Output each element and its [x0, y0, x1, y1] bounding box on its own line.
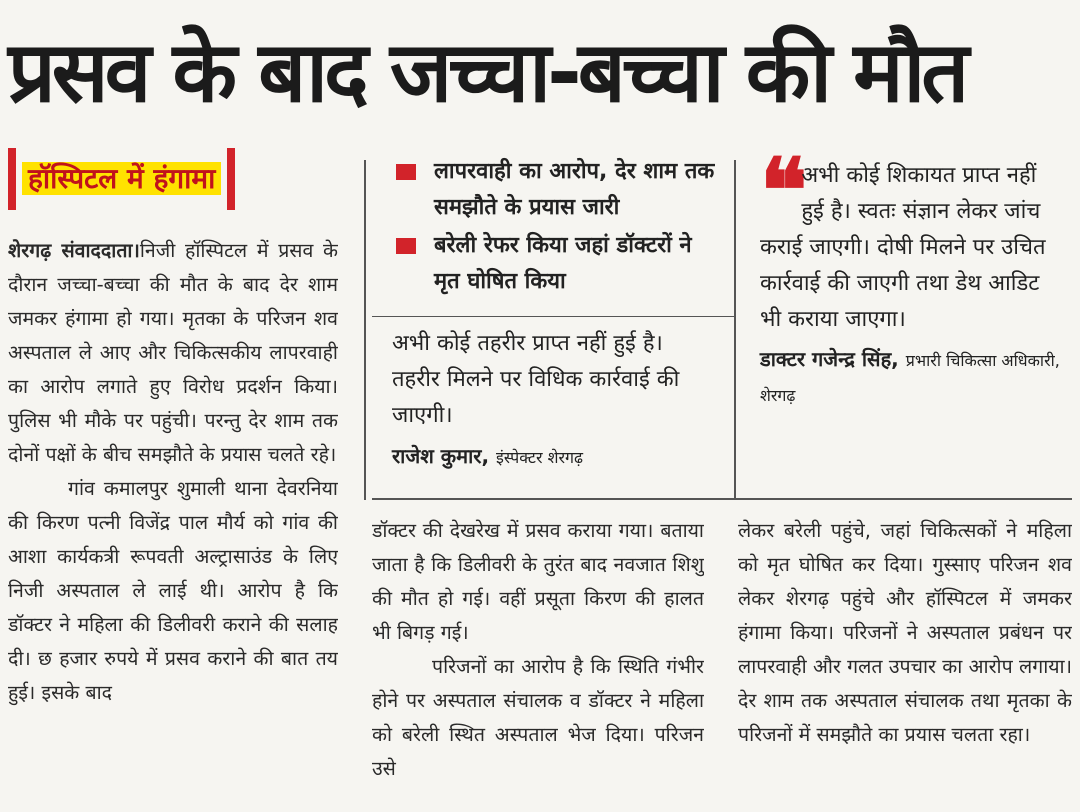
quote-name: राजेश कुमार, [392, 444, 490, 468]
col1-para2: गांव कमालपुर शुमाली थाना देवरनिया की किरण पत्नी विजेंद्र पाल मौर्य को गांव की आशा कार्यकत्री रूपवती अल्ट्रासाउंड के लिए निजी अस्पताल ले लाई थी। आरोप है कि डॉक्टर ने महिला की डिलीवरी कराने की सलाह दी। छ हजार रुपये में प्रसव कराने की बात तय हुई। इसके बाद [8, 477, 338, 704]
section-tag [8, 148, 235, 210]
section-tag-label: हॉस्पिटल में हंगामा [22, 162, 221, 195]
bullet-square-icon [396, 164, 416, 180]
box-bottom-rule [372, 498, 1072, 500]
headline: प्रसव के बाद जच्चा-बच्चा की मौत [8, 23, 966, 121]
highlight-item: लापरवाही का आरोप, देर शाम तक समझौते के प्रयास जारी [392, 154, 722, 226]
quote-inspector [392, 326, 712, 476]
highlight-item: बरेली रेफर किया जहां डॉक्टरों ने मृत घोषित किया [392, 228, 722, 300]
quote-text: अभी कोई शिकायत प्राप्त नहीं हुई है। स्वतः संज्ञान लेकर जांच कराई जाएगी। दोषी मिलने पर उचित कार्रवाई की जाएगी तथा डेथ आडिट भी कराया जाएगा। [760, 163, 1046, 332]
byline: शेरगढ़ संवाददाता। [8, 239, 140, 262]
col1-para1: निजी हॉस्पिटल में प्रसव के दौरान जच्चा-बच्चा की मौत के बाद देर शाम जमकर हंगामा हो गया। मृतका के परिजन शव अस्पताल ले आए और चिकित्सकीय लापरवाही का आरोप लगाते हुए विरोध प्रदर्शन किया। पुलिस भी मौके पर पहुंची। परन्तु देर शाम तक दोनों पक्षों के बीच समझौते के प्रयास चलते रहे। [8, 239, 338, 466]
bullet-square-icon [396, 238, 416, 254]
col2-para2: परिजनों का आरोप है कि स्थिति गंभीर होने पर अस्पताल संचालक व डॉक्टर ने महिला को बरेली स्थित अस्पताल भेज दिया। परिजन उसे [372, 655, 704, 780]
quote-text: अभी कोई तहरीर प्राप्त नहीं हुई है। तहरीर मिलने पर विधिक कार्रवाई की जाएगी। [392, 331, 680, 428]
quote-name: डाक्टर गजेन्द्र सिंह, [760, 347, 899, 371]
column-1 [8, 234, 338, 812]
highlights [392, 154, 722, 302]
quote-designation: इंस्पेक्टर शेरगढ़ [496, 448, 584, 467]
col2-para1: डॉक्टर की देखरेख में प्रसव कराया गया। बताया जाता है कि डिलीवरी के तुरंत बाद नवजात शिशु की मौत हो गई। वहीं प्रसूता किरण की हालत भी बिगड़ गई। [372, 519, 704, 644]
column-3 [738, 514, 1072, 812]
column-divider [364, 160, 366, 500]
quote-mark-icon: ❝ [760, 138, 788, 242]
column-2 [372, 514, 704, 812]
column-divider [734, 160, 736, 500]
bullet-divider [372, 316, 734, 317]
quote-designation: प्रभारी चिकित्सा अधिकारी, शेरगढ़ [760, 351, 1060, 405]
col3-para1: लेकर बरेली पहुंचे, जहां चिकित्सकों ने महिला को मृत घोषित कर दिया। गुस्साए परिजन शव लेकर शेरगढ़ पहुंचे और हॉस्पिटल में जमकर हंगामा किया। परिजनों ने अस्पताल प्रबंधन पर लापरवाही और गलत उपचार का आरोप लगाया। देर शाम तक अस्पताल संचालक तथा मृतका के परिजनों में समझौते का प्रयास चलता रहा। [738, 519, 1072, 746]
quote-doctor [760, 138, 1060, 413]
